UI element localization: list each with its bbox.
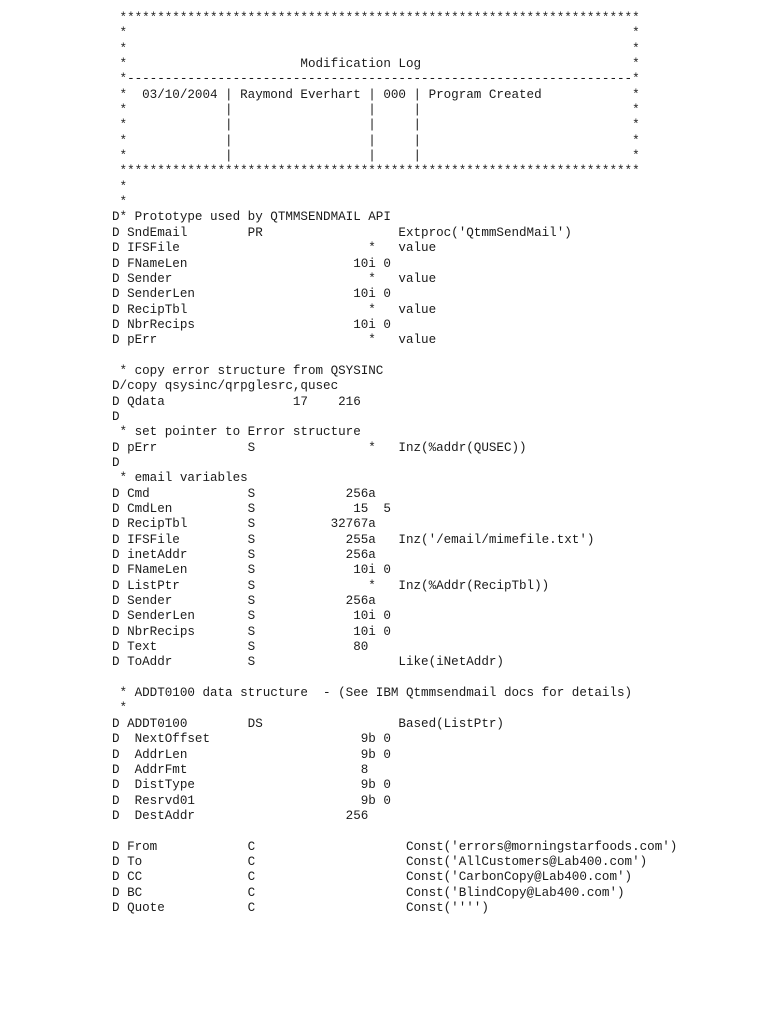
code-line: D/copy qsysinc/qrpglesrc,qusec [112,379,339,394]
code-line: D pErr * value [112,333,437,348]
code-line: D Text S 80 [112,640,369,655]
code-line: D [112,409,120,424]
code-line: * * [112,26,640,41]
code-line: * | | | * [112,118,640,133]
code-line: D NbrRecips 10i 0 [112,317,391,332]
code-line: * set pointer to Error structure [112,425,361,440]
code-line: D Resrvd01 9b 0 [112,793,391,808]
code-line: D ADDT0100 DS Based(ListPtr) [112,716,504,731]
code-line: D BC C Const('BlindCopy@Lab400.com') [112,885,625,900]
code-line: D SenderLen 10i 0 [112,287,391,302]
code-line: D IFSFile S 255a Inz('/email/mimefile.txt') [112,532,595,547]
code-line: D Quote C Const('''') [112,900,489,915]
code-line: D Sender * value [112,271,437,286]
code-line: D SenderLen S 10i 0 [112,609,391,624]
code-line: * 03/10/2004 | Raymond Everhart | 000 | Program Created * [112,87,640,102]
code-line: *-------------------------------------------------------------------* [112,72,640,87]
code-line: D Sender S 256a [112,594,376,609]
code-line: D AddrLen 9b 0 [112,747,391,762]
code-line: D RecipTbl * value [112,302,437,317]
code-line: D RecipTbl S 32767a [112,517,376,532]
code-line: D DistType 9b 0 [112,778,391,793]
code-line: D pErr S * Inz(%addr(QUSEC)) [112,440,527,455]
code-line: * | | | * [112,149,640,164]
code-line: ********************************************************************* [112,164,640,179]
code-line: D FNameLen 10i 0 [112,256,391,271]
code-line: * * [112,41,640,56]
code-line: D DestAddr 256 [112,808,369,823]
code-line: D ListPtr S * Inz(%Addr(RecipTbl)) [112,578,550,593]
code-line: D To C Const('AllCustomers@Lab400.com') [112,854,648,869]
code-line: D [112,455,120,470]
code-line [112,671,762,686]
code-line: D* Prototype used by QTMMSENDMAIL API [112,210,391,225]
code-line: D From C Const('errors@morningstarfoods.com') [112,839,678,854]
code-line [112,349,762,364]
source-listing [112,11,762,916]
code-line: * copy error structure from QSYSINC [112,363,384,378]
code-line: D Cmd S 256a [112,486,376,501]
code-line [112,824,762,839]
code-line: D ToAddr S Like(iNetAddr) [112,655,504,670]
code-line: D inetAddr S 256a [112,548,376,563]
code-line: * | | | * [112,103,640,118]
code-line: ********************************************************************* [112,11,640,25]
code-line: D AddrFmt 8 [112,762,369,777]
code-line: * email variables [112,471,248,486]
code-line: D IFSFile * value [112,241,437,256]
code-line: D NbrRecips S 10i 0 [112,624,391,639]
code-line: D FNameLen S 10i 0 [112,563,391,578]
code-line: D Qdata 17 216 [112,394,361,409]
code-line: * [112,701,128,716]
code-line: * ADDT0100 data structure - (See IBM Qtmmsendmail docs for details) [112,686,633,701]
code-line: * Modification Log * [112,57,640,72]
code-line: D CC C Const('CarbonCopy@Lab400.com') [112,870,633,885]
code-line: * [112,195,128,210]
code-line: D SndEmail PR Extproc('QtmmSendMail') [112,225,572,240]
code-line: * [112,179,128,194]
code-line: * | | | * [112,133,640,148]
code-line: D NextOffset 9b 0 [112,732,391,747]
code-line: D CmdLen S 15 5 [112,502,391,516]
